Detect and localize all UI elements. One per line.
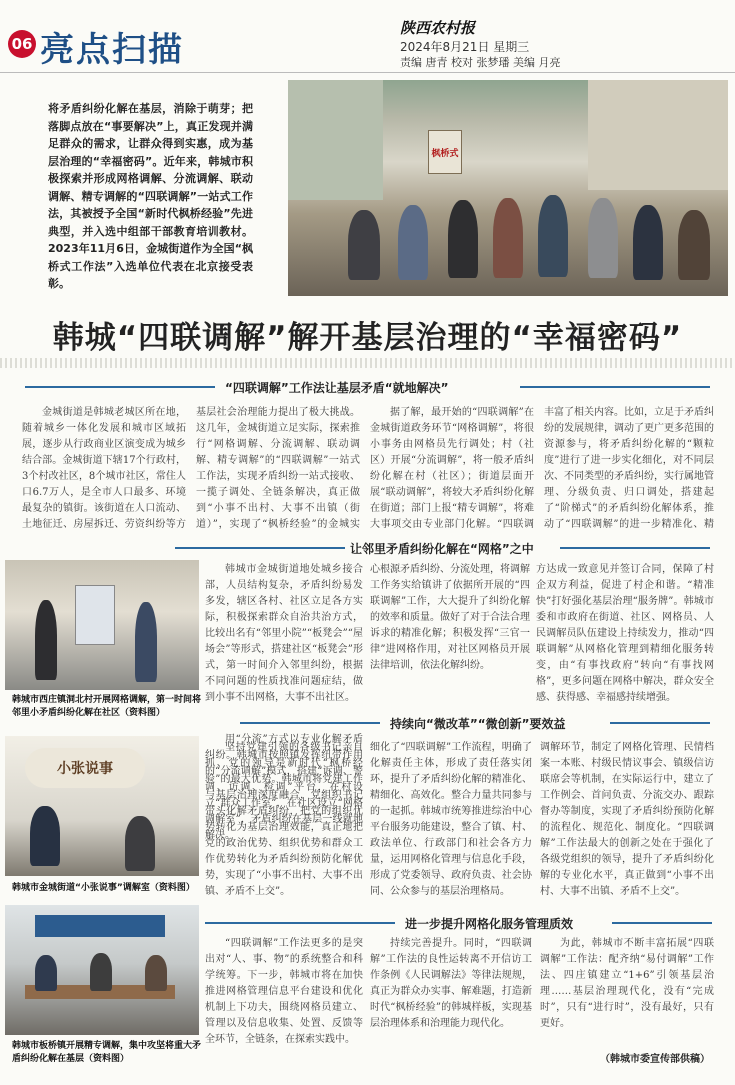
photo-person bbox=[125, 816, 155, 871]
photo-person bbox=[493, 198, 523, 278]
section3-col2: 细化了“四联调解”工作流程，明确了化解责任主体，形成了责任落实闭环，提升了矛盾纠纷化解的精准化、精细化、高效化。整合力量共同参与的一起抓。韩城市统筹推进综治中心平台服务功能建设，整合了镇、村、政法单位、行政部门和社会各方力量，运用网格化管理与信息化手段，形成了党委领导、政府负责、社会协同、公众参与的基层治理格局。 bbox=[370, 742, 532, 897]
headline-decoration bbox=[0, 358, 735, 368]
main-headline: 韩城“四联调解”解开基层治理的“幸福密码” bbox=[52, 320, 683, 356]
photo-sign: 枫桥式 bbox=[428, 130, 462, 174]
photo2-caption: 韩城市西庄镇洞北村开展网格调解，第一时间将邻里小矛盾纠纷化解在社区（资料图） bbox=[12, 695, 202, 718]
section1-col1: 金城街道是韩城老城区所在地，随着城乡一体化发展和城市区域拓展，逐步从行政商业区演变成为城乡结合部。金城街道下辖17个行政村，3个村改社区，8个城市社区，常住人口6.7万人，是全市人口最多、环境最复杂的镇街。该街道在人口流动、土地征迁、房屋拆迁、劳资纠纷等方 bbox=[22, 407, 186, 530]
section3-col3: 调解环节，制定了网格化管理、民情档案一本账、村级民情议事会、镇级信访联席会等机制，在实际运行中，建立了工作例会、首问负责、分流交办、跟踪督办等制度，实现了矛盾纠纷预防化解的流程化、规范化、制度化。“四联调解”工作法最大的创新之处在于强化了各级党组织的领导，提升了矛盾纠纷化解的专业化水平，真正做到“小事不出村、大事不出镇、矛盾不上交”。 bbox=[540, 742, 714, 897]
section1-col4: 丰富了相关内容。比如，立足于矛盾纠纷的发展规律，调动了更广更多范围的资源参与，将矛盾纠纷化解的“颗粒度”进行了进一步实化细化，对不同层次、不同类型的矛盾纠纷，实行属地管理、分级负责、归口调处，搭建起了“阶梯式”的矛盾纠纷化解体系，推动了“四联调解”的进一步精准化、精 bbox=[544, 407, 714, 530]
photo-banner bbox=[35, 915, 165, 937]
section1-title: “四联调解”工作法让基层矛盾“就地解决” bbox=[225, 381, 449, 395]
section3-title: 持续向“微改革”“微创新”要效益 bbox=[390, 717, 566, 731]
photo-person bbox=[30, 806, 60, 866]
photo-expert-mediation bbox=[5, 905, 199, 1035]
section3-bar-left bbox=[240, 722, 380, 724]
section4-col2: 持续完善提升。同时，“四联调解”工作法的良性运转离不开信访工作条例《人民调解法》等律法规规，真正为群众办实事、解难题，打造新时代“枫桥经验”的韩城样板，实现基层治理体系和治理能力现代化。 bbox=[370, 938, 532, 1029]
page-number-badge: 06 bbox=[8, 30, 36, 58]
photo-person bbox=[588, 198, 618, 278]
section1-col2: 基层社会治理能力提出了极大挑战。这几年，金城街道立足实际，探索推行“网格调解、分流调解、联动调解、精专调解”的“四联调解”一站式工作法，实现矛盾纠纷一站式接收、一揽子调处、全链条解决，真正做到“小事不出村、大事不出镇（街道）”，实现了“枫桥经验”的金城实 bbox=[196, 407, 360, 530]
section4-title: 进一步提升网格化服务管理质效 bbox=[405, 917, 574, 931]
photo-person bbox=[90, 953, 112, 991]
section2-bar-right bbox=[560, 547, 710, 549]
photo-person bbox=[145, 955, 167, 991]
photo3-caption: 韩城市金城街道“小张说事”调解室（资料图） bbox=[12, 883, 195, 893]
section2-col3: 心根源矛盾纠纷、分流处理，将调解工作务实给镇讲了依据所开展的“四联调解”工作，大大提升了纠纷化解的效率和质量。做好了对于合法合理诉求的精准化解；积极发挥“三官一律”进网格作用，对社区网格员开展法律培训，依法化解纠纷。 bbox=[370, 564, 530, 671]
photo-grid-mediation bbox=[5, 560, 199, 690]
photo-person bbox=[348, 210, 380, 280]
photo-person bbox=[448, 200, 478, 278]
photo-person bbox=[35, 955, 57, 991]
photo-mediation-room bbox=[5, 736, 199, 876]
lead-photo bbox=[288, 80, 728, 296]
section4-col3: 为此，韩城市不断丰富拓展“四联调解”工作法：配齐纳“易付调解”工作法、四庄镇建立“1+6”引领基层治理……基层治理现代化，没有“完成时”，只有“进行时”，没有最好，只有更好。 bbox=[540, 938, 714, 1029]
photo-wall-sign: 小张说事 bbox=[25, 748, 145, 788]
section1-bar-right bbox=[520, 386, 710, 388]
photo-person bbox=[135, 602, 157, 682]
photo-person bbox=[398, 205, 428, 280]
photo4-caption: 韩城市板桥镇开展精专调解，集中攻坚将重大矛盾纠纷化解在基层（资料图） bbox=[12, 1041, 202, 1064]
newspaper-logo: 陕西农村报 bbox=[400, 19, 476, 37]
masthead-divider bbox=[0, 72, 735, 73]
photo-person bbox=[538, 195, 568, 277]
intro-paragraph: 将矛盾纠纷化解在基层，消除于萌芽；把落脚点放在“事要解决”上，真正发现并满足群众的需求，让群众得到实惠，成为基层治理的“幸福密码”。近年来，韩城市积极探索并形成网格调解、分流调解、联动调解、精专调解的“四联调解”一站式工作法，其被授予全国“新时代枫桥经验”先进典型，并入选中组部干部教育培训教材。2023年11月6日，金城街道作为全国“枫桥式工作法”入选单位代表在北京接受表彰。 bbox=[48, 102, 253, 290]
photo-person bbox=[633, 205, 663, 280]
photo-person bbox=[35, 600, 57, 680]
section2-col4: 方达成一致意见并签订合同，保障了村企双方利益，促进了村企和谐。“精准快”打好强化基层治理“服务牌”。韩城市委和市政府在街道、社区、网格员、人民调解员队伍建设上持续发力，推动“四联调解”从网格化管理到精细化服务转变，由“有事找政府”转向“有事找网格”，更多问题在网格中解决，群众安全感、获得感、幸福感持续增强。 bbox=[536, 564, 714, 703]
section3-col1: 坚持党建引领的各级书记亲自抓、党的领导是新时代“枫桥经验”的最大优势。韩城市将党建工作与基层治理深度融合，党组织书记带头化解矛盾纠纷，把党的组织优势转化为基层治理效能，真正地把党的政治优势、组织优势和群众工作优势转化为矛盾纠纷预防化解优势，实现了“小事不出村、大事不出镇、矛盾不上交”。 bbox=[205, 742, 363, 897]
photo-building bbox=[588, 80, 728, 190]
article-byline: （韩城市委宣传部供稿） bbox=[600, 1054, 710, 1065]
section1-bar-left bbox=[25, 386, 215, 388]
section3-bar-right bbox=[610, 722, 710, 724]
photo-person bbox=[678, 210, 710, 280]
photo-notice-board bbox=[75, 585, 115, 645]
section2-col1: 韩城市金城街道地处城乡接合部，人员结构复杂，矛盾纠纷易发多发，辖区各村、社区立足各方实际，积极探索群众自治共治方式，比较出名有“邻里小院”“板凳会”“屋场会”等形式，搭建社区“板凳会”形式，第一时间介入邻里纠纷，根据不同问题的性质找准问题症结，做到小事不出网格，大事不出社区。 bbox=[205, 564, 363, 703]
section4-col1: “四联调解”工作法更多的是突出对“人、事、物”的系统整合和科学统筹。下一步，韩城市将在加快推进网格管理信息平台建设和优化机制上下功夫，围绕网格员建立、管理以及信息收集、处置、反馈等全环节，全链条，在探索实践中。 bbox=[205, 938, 363, 1045]
photo-building bbox=[288, 80, 383, 200]
section2-col2: 用“分流”方式以专业化解矛盾纠纷。韩城市按照镇发挥纽带作用的“分流调解”模式，搭建“诉调、警调、访调、检调”平台，在村设立“群众工作室”，在社区设立“网格调解室”，矛盾纠纷在基层一线就地解决。 bbox=[205, 734, 363, 841]
editor-credits: 责编 唐青 校对 张梦璠 美编 月亮 bbox=[400, 56, 561, 69]
publication-date: 2024年8月21日 星期三 bbox=[400, 40, 530, 54]
section4-bar-right bbox=[612, 922, 712, 924]
section2-bar-left bbox=[175, 547, 345, 549]
section4-bar-left bbox=[205, 922, 395, 924]
section1-col3: 据了解，最开始的“四联调解”在金城街道政务环节“网格调解”，将很小事务由网格员先行调处；村（社区）开展“分流调解”，将一般矛盾纠纷化解在村（社区）；街道层面开展“联动调解”，将较大矛盾纠纷化解在街道；部门上报“精专调解”，将难大事项交由专业部门化解。“四联调 bbox=[370, 407, 534, 530]
section2-title: 让邻里矛盾纠纷化解在“网格”之中 bbox=[350, 542, 534, 556]
section-title: 亮点扫描 bbox=[40, 30, 184, 70]
